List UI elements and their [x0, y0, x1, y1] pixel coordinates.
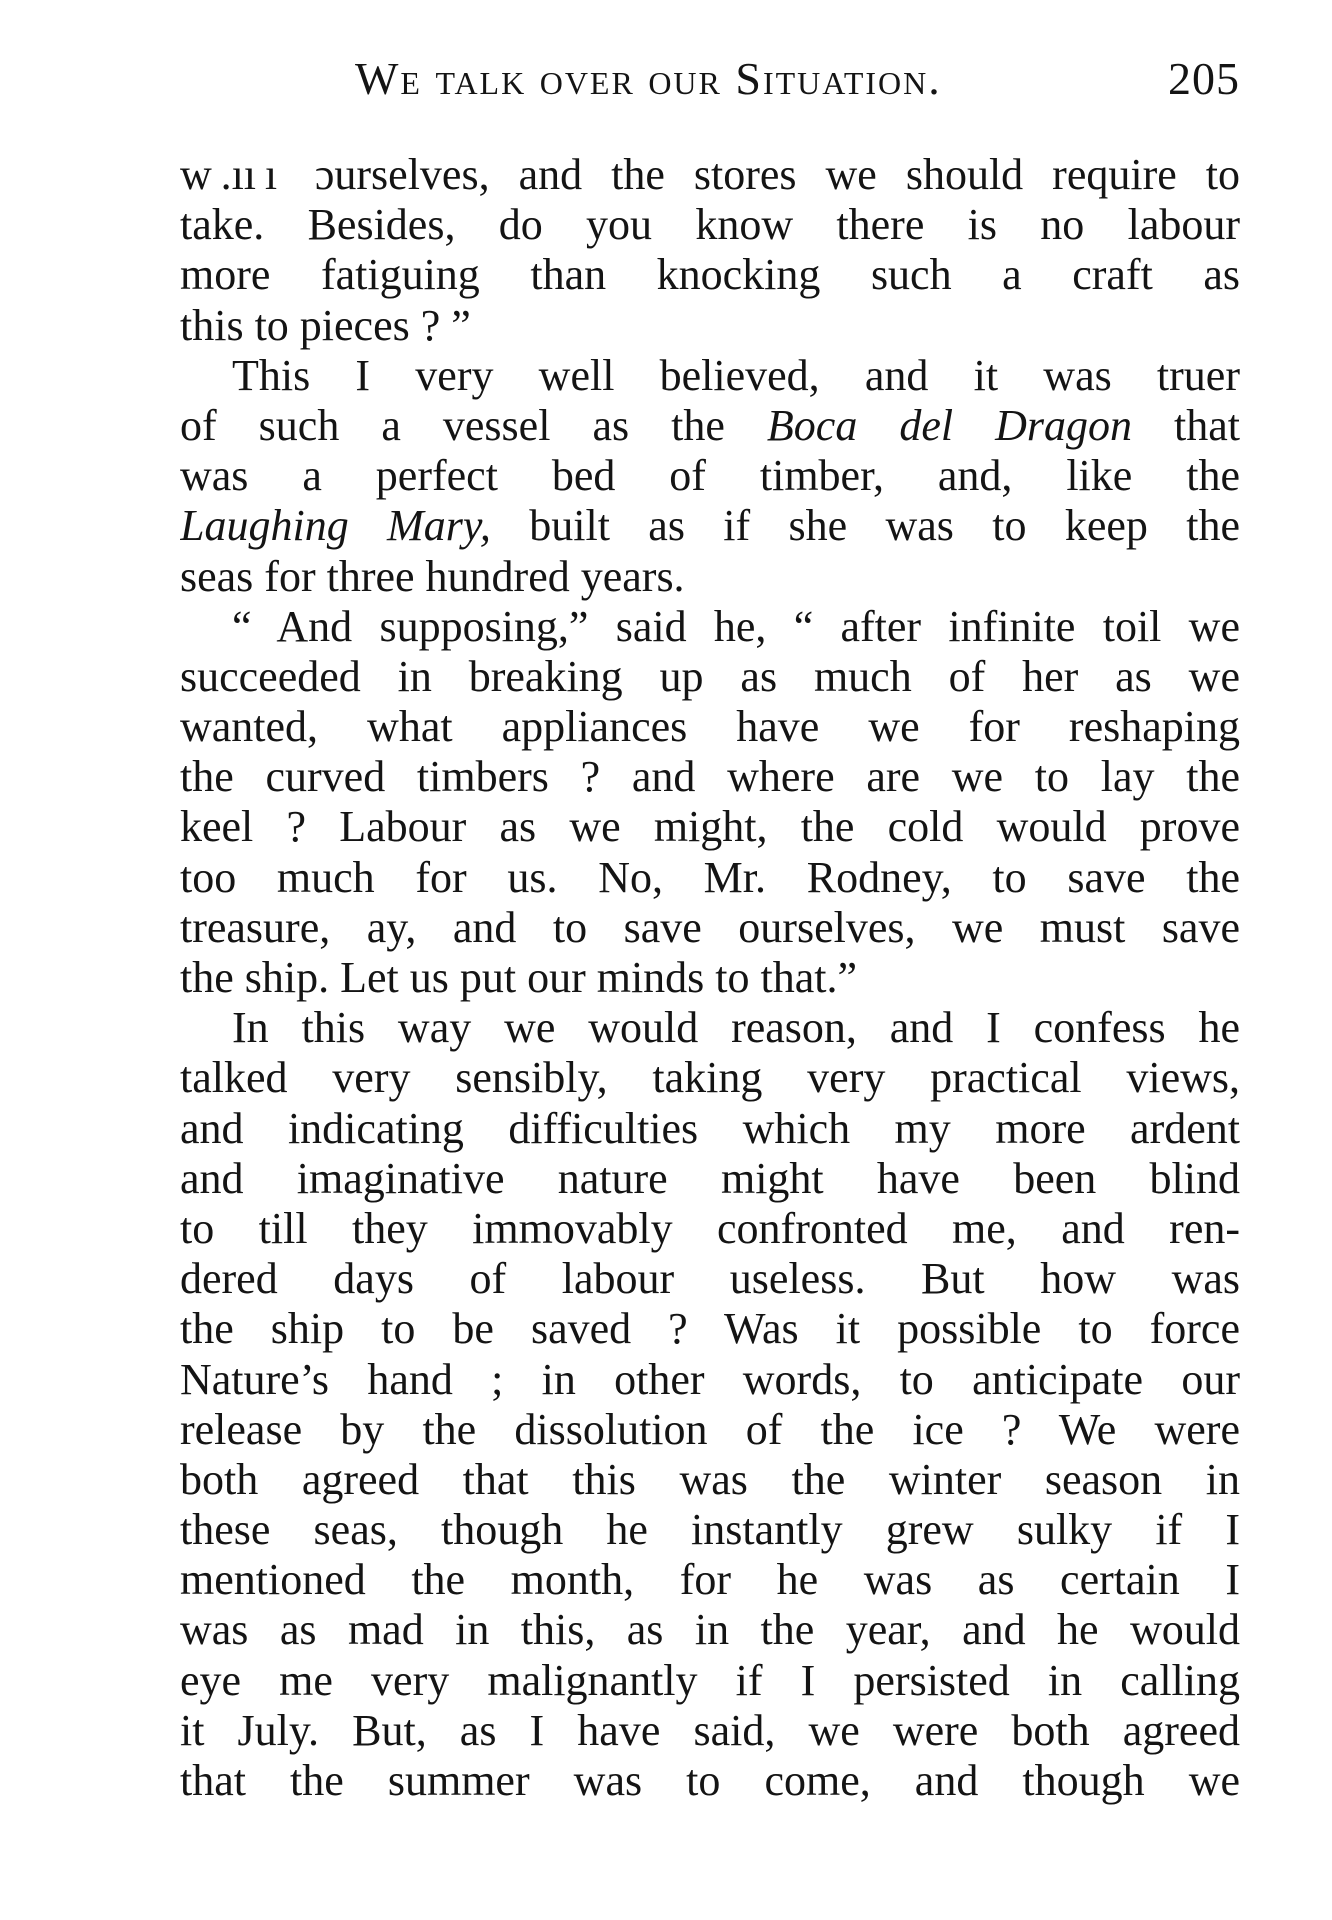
text-line: treasure, ay, and to save ourselves, we must save	[180, 902, 1240, 952]
page-header	[180, 52, 1240, 122]
text-line: this to pieces ? ”	[180, 300, 471, 350]
text-line: release by the dissolution of the ice ? We were	[180, 1404, 1240, 1454]
running-head: We talk over our Situation.	[355, 53, 942, 104]
text-line: dered days of labour useless. But how was	[180, 1254, 1240, 1304]
text-line: mentioned the month, for he was as certain I	[180, 1555, 1240, 1605]
text-fragment: built as if she was to keep the	[529, 501, 1240, 551]
text-line: both agreed that this was the winter season in	[180, 1454, 1240, 1504]
text-line: was a perfect bed of timber, and, like the	[180, 451, 1240, 501]
text-line: too much for us. No, Mr. Rodney, to save the	[180, 852, 1240, 902]
text-line	[180, 401, 1240, 451]
text-line: to till they immovably confronted me, and ren-	[180, 1203, 1240, 1253]
text-line: more fatiguing than knocking such a craft as	[180, 250, 1240, 300]
text-line: take. Besides, do you know there is no labour	[180, 200, 1240, 250]
text-line	[180, 501, 1240, 551]
text-line: was as mad in this, as in the year, and he would	[180, 1605, 1240, 1655]
text-fragment: that	[1174, 400, 1240, 450]
text-line: keel ? Labour as we might, the cold would prove	[180, 802, 1240, 852]
text-line: “ And supposing,” said he, “ after infinite toil we	[232, 601, 1240, 651]
body-text	[180, 150, 1240, 1806]
ship-name-laughing-mary: Laughing Mary,	[180, 501, 491, 551]
text-line: In this way we would reason, and I confess he	[232, 1003, 1240, 1053]
text-line: Nature’s hand ; in other words, to anticipate our	[180, 1354, 1240, 1404]
text-line: that the summer was to come, and though we	[180, 1756, 1240, 1805]
text-line: the ship. Let us put our minds to that.”	[180, 953, 858, 1002]
text-line: and indicating difficulties which my more ardent	[180, 1103, 1240, 1153]
text-line: the curved timbers ? and where are we to lay the	[180, 752, 1240, 802]
text-line: wanted, what appliances have we for reshaping	[180, 702, 1240, 752]
text-line: it July. But, as I have said, we were both agreed	[180, 1705, 1240, 1755]
text-line: seas for three hundred years.	[180, 551, 685, 601]
text-line: and imaginative nature might have been blind	[180, 1153, 1240, 1203]
text-fragment: of such a vessel as the	[180, 400, 725, 450]
text-line: w .ıı ı ɔurselves, and the stores we should require to	[180, 150, 1240, 199]
text-line: This I very well believed, and it was truer	[232, 350, 1240, 400]
text-line: talked very sensibly, taking very practical views,	[180, 1053, 1240, 1103]
ship-name-boca-del-dragon: Boca del Dragon	[766, 400, 1133, 450]
text-line: succeeded in breaking up as much of her as we	[180, 651, 1240, 701]
text-line: eye me very malignantly if I persisted in calling	[180, 1655, 1240, 1705]
text-line: the ship to be saved ? Was it possible to force	[180, 1304, 1240, 1354]
page-number: 205	[1168, 53, 1240, 104]
text-line: these seas, though he instantly grew sulky if I	[180, 1505, 1240, 1555]
